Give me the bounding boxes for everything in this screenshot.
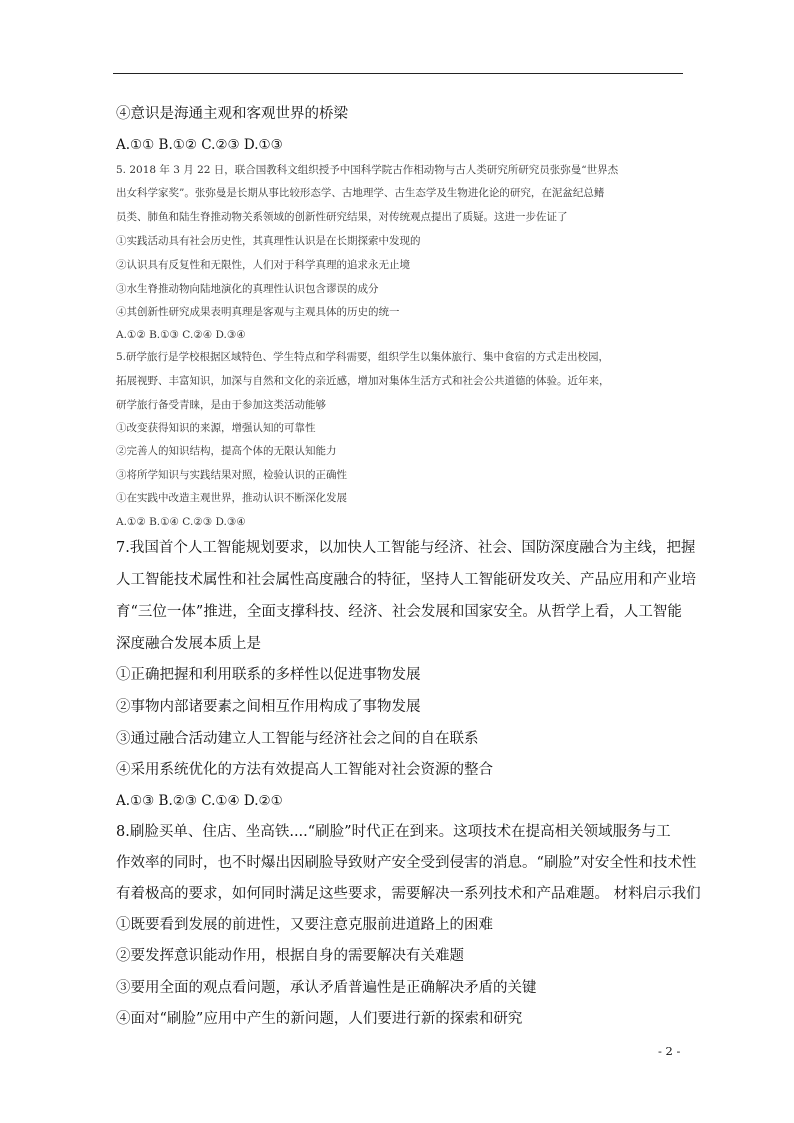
q5-line: 5. 2018 年 3 月 22 日，联合国教科文组织授予中国科学院古作相动物与古人类研究所研究员张弥曼“世界杰	[116, 164, 619, 176]
q6-option-1: ①改变获得知识的来源，增强认知的可靠性	[116, 422, 316, 434]
q5-line: 出女科学家奖”。张弥曼是长期从事比较形态学、古地理学、古生态学及生物进化论的研究，在泥盆纪总鳍	[116, 187, 605, 199]
header-rule	[113, 73, 683, 74]
q7-option-3: ③通过融合活动建立人工智能与经济社会之间的自在联系	[116, 731, 479, 747]
q7-option-2: ②事物内部诸要素之间相互作用构成了事物发展	[116, 699, 421, 715]
q6-choices: A.①② B.①④ C.②③ D.③④	[116, 516, 246, 528]
q7-line: 人工智能技术属性和社会属性高度融合的特征，坚持人工智能研发攻关、产品应用和产业培	[116, 572, 696, 588]
page-number: - 2 -	[658, 1044, 681, 1058]
q5-line: 员类、肺鱼和陆生脊推动物关系领域的创新性研究结果，对传统观点提出了质疑。这进一步佐证了	[116, 211, 568, 223]
q5-option-3: ③水生脊推动物向陆地演化的真理性认识包含谬误的成分	[116, 283, 379, 295]
q7-line: 育“三位一体”推进，全面支撑科技、经济、社会发展和国家安全。从哲学上看，人工智能	[116, 604, 682, 620]
q7-choices: A.①③ B.②③ C.①④ D.②①	[116, 793, 283, 809]
q6-option-2: ②完善人的知识结构，提高个体的无限认知能力	[116, 445, 337, 457]
q6-line: 研学旅行备受青睐，是由于参加这类活动能够	[116, 399, 326, 411]
q5-option-4: ④其创新性研究成果表明真理是客观与主观具体的历史的统一	[116, 306, 400, 318]
top-item: ④意识是海通主观和客观世界的桥梁	[116, 106, 348, 122]
q8-option-1: ①既要看到发展的前进性，又要注意克服前进道路上的困难	[116, 917, 493, 933]
q8-option-2: ②要发挥意识能动作用，根据自身的需要解决有关难题	[116, 948, 464, 964]
q5-option-2: ②认识具有反复性和无限性，人们对于科学真理的追求永无止境	[116, 259, 410, 271]
q8-line: 有着极高的要求，如何同时满足这些要求，需要解决一系列技术和产品难题。 材料启示我们	[116, 886, 701, 902]
q5-option-1: ①实践活动具有社会历史性，其真理性认识是在长期探索中发现的	[116, 235, 421, 247]
q8-line: 作效率的同时，也不时爆出因刷脸导致财产安全受到侵害的消息。“刷脸”对安全性和技术性	[116, 855, 697, 871]
q7-option-1: ①正确把握和利用联系的多样性以促进事物发展	[116, 667, 421, 683]
q5-choices: A.①② B.①③ C.②④ D.③④	[116, 329, 246, 341]
top-options: A.①① B.①② C.②③ D.①③	[116, 137, 283, 153]
q8-option-4: ④面对“刷脸”应用中产生的新问题，人们要进行新的探索和研究	[116, 1011, 523, 1027]
q6-line: 5.研学旅行是学校根据区域特色、学生特点和学科需要，组织学生以集体旅行、集中食宿的方式走出校园，	[116, 351, 610, 363]
q7-line: 7.我国首个人工智能规划要求，以加快人工智能与经济、社会、国防深度融合为主线，把握	[116, 540, 696, 556]
q6-option-4: ①在实践中改造主观世界，推动认识不断深化发展	[116, 492, 347, 504]
q8-line: 8.刷脸买单、住店、坐高铁....“刷脸”时代正在到来。这项技术在提高相关领域服务与工	[116, 824, 671, 840]
q6-option-3: ③将所学知识与实践结果对照，检验认识的正确性	[116, 469, 347, 481]
q7-option-4: ④采用系统优化的方法有效提高人工智能对社会资源的整合	[116, 762, 493, 778]
q7-line: 深度融合发展本质上是	[116, 636, 261, 652]
q8-option-3: ③要用全面的观点看问题，承认矛盾普遍性是正确解决矛盾的关键	[116, 980, 537, 996]
q6-line: 拓展视野、丰富知识，加深与自然和文化的亲近感，增加对集体生活方式和社会公共道德的体验。近年来，	[116, 375, 610, 387]
